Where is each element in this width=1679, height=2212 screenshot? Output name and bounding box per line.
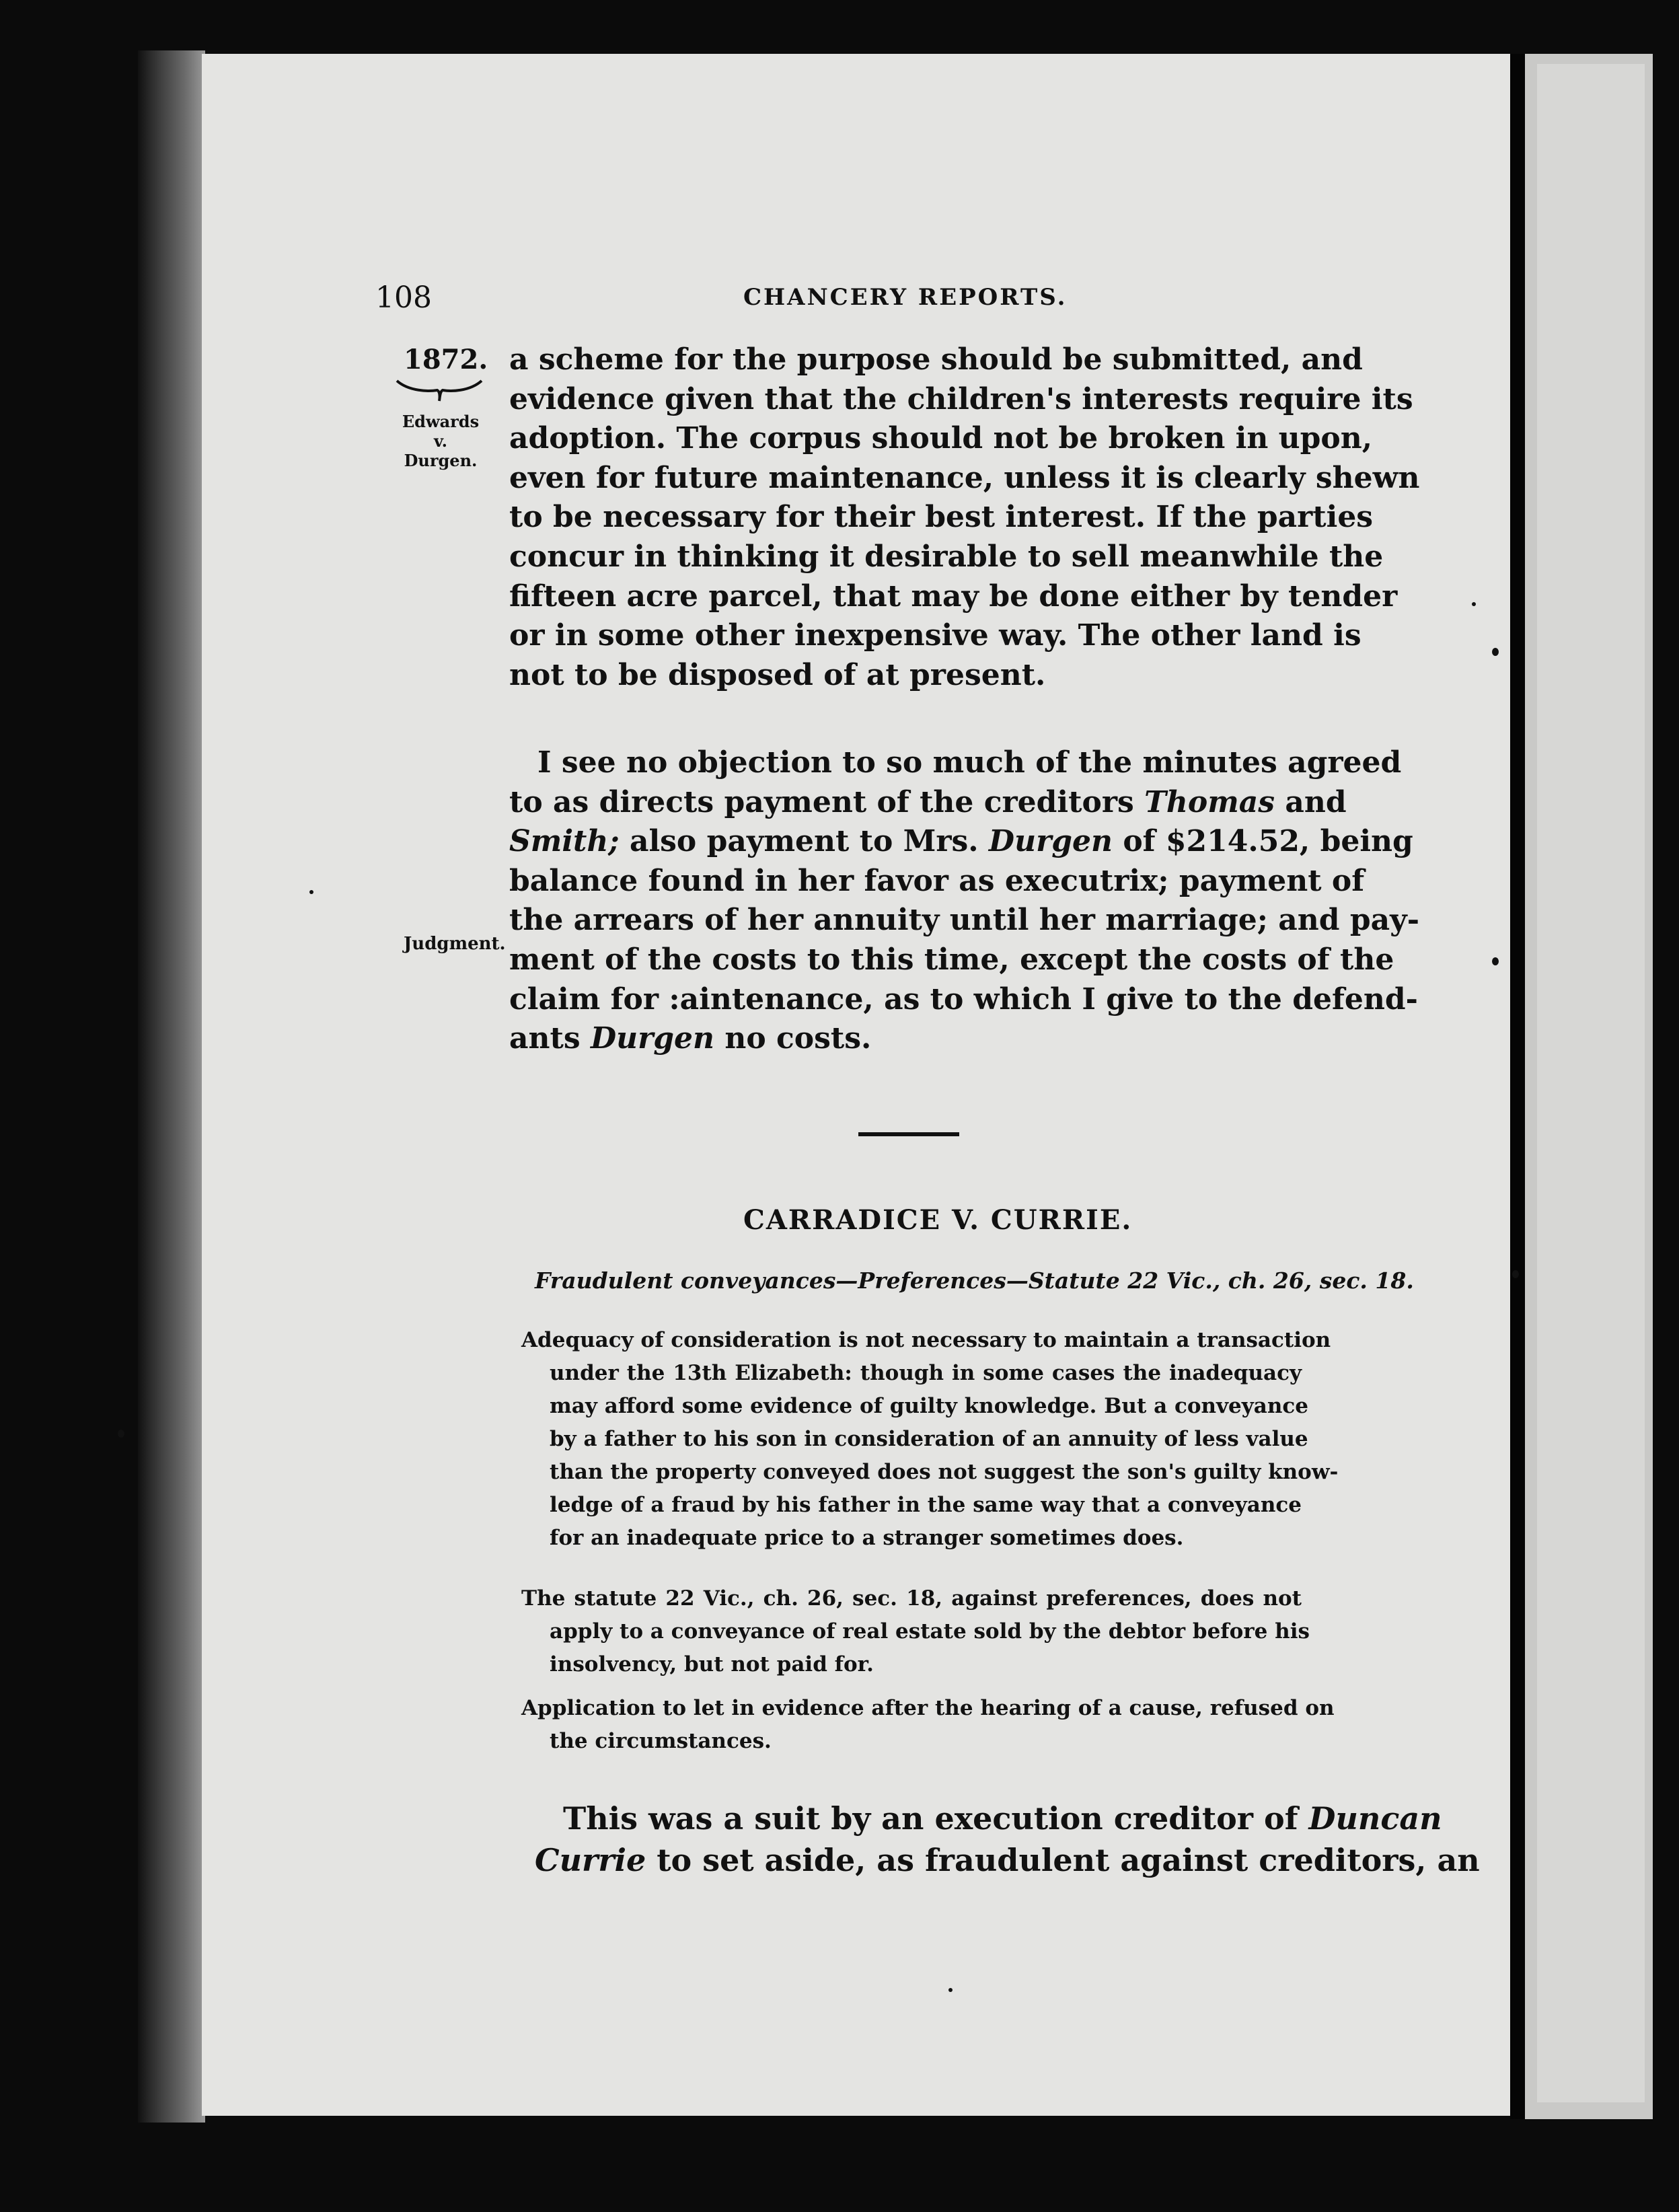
scan-speck [948, 1988, 953, 1992]
text-line: Adequacy of consideration is not necessary to maintain a transaction [521, 1328, 1331, 1352]
scan-speck [118, 1430, 124, 1438]
scan-speck [1492, 957, 1499, 965]
text-line [509, 783, 1347, 823]
text-line: adoption. The corpus should not be broken in upon, [509, 421, 1373, 456]
text-line: ledge of a fraud by his father in the same way that a conveyance [550, 1493, 1302, 1517]
case-title: CARRADICE V. CURRIE. [743, 1204, 1133, 1236]
text-run: of $214.52, being [1123, 824, 1413, 859]
party-name: Durgen [590, 1021, 715, 1056]
paragraph-continuation [509, 340, 1420, 695]
text-line: even for future maintenance, unless it is clearly shewn [509, 460, 1420, 495]
scan-speck [1472, 602, 1476, 606]
book-spine-edge [138, 50, 205, 2123]
text-line: evidence given that the children's interests require its [509, 381, 1413, 416]
text-line: Application to let in evidence after the hearing of a cause, refused on [521, 1696, 1335, 1720]
text-run: also payment to Mrs. [629, 824, 979, 859]
party-name: Durgen [988, 824, 1113, 859]
creditor-name: Thomas [1144, 784, 1275, 819]
text-line: I see no objection to so much of the minutes agreed [537, 745, 1402, 780]
creditor-name: Smith; [509, 824, 620, 859]
text-line: the arrears of her annuity until her marriage; and pay- [509, 903, 1419, 938]
text-line: fifteen acre parcel, that may be done either by tender [509, 579, 1398, 614]
headnote-paragraph [521, 1324, 1339, 1555]
text-line: than the property conveyed does not suggest the son's guilty know- [550, 1460, 1339, 1484]
text-line: for an inadequate price to a stranger sometimes does. [550, 1526, 1184, 1550]
curly-brace-icon [396, 377, 483, 404]
headnote-paragraph [521, 1692, 1335, 1758]
text-line: apply to a conveyance of real estate sold by the debtor before his [550, 1619, 1310, 1644]
party-name: Duncan [1308, 1800, 1442, 1837]
margin-judgment-label: Judgment. [404, 934, 506, 954]
page-gutter [1510, 54, 1525, 2119]
text-run: ants [509, 1021, 581, 1056]
text-line: under the 13th Elizabeth: though in some cases the inadequacy [550, 1361, 1302, 1385]
text-line: not to be disposed of at present. [509, 657, 1046, 692]
text-line [535, 1798, 1442, 1839]
text-run: to set aside, as fraudulent against creditors, an [657, 1842, 1480, 1878]
facing-page-surface [1537, 64, 1645, 2102]
text-line: concur in thinking it desirable to sell meanwhile the [509, 539, 1384, 574]
scan-speck [1492, 648, 1499, 656]
text-line: balance found in her favor as executrix; payment of [509, 863, 1365, 898]
text-line: claim for :aintenance, as to which I give to the defend- [509, 982, 1418, 1017]
judgment-paragraph [509, 743, 1419, 1059]
text-run: This was a suit by an execution creditor of [563, 1800, 1298, 1837]
text-run: no costs. [724, 1021, 872, 1056]
text-line: a scheme for the purpose should be submitted, and [509, 342, 1363, 377]
section-divider [858, 1132, 959, 1136]
text-line: The statute 22 Vic., ch. 26, sec. 18, against preferences, does not [521, 1586, 1302, 1611]
page-number: 108 [375, 281, 432, 315]
running-head: CHANCERY REPORTS. [743, 284, 1068, 311]
text-line: to be necessary for their best interest. If the parties [509, 500, 1374, 535]
text-line: by a father to his son in consideration of an annuity of less value [550, 1427, 1308, 1451]
text-line: may afford some evidence of guilty knowledge. But a conveyance [550, 1394, 1309, 1418]
text-line: or in some other inexpensive way. The other land is [509, 618, 1361, 653]
text-run: and [1285, 784, 1347, 819]
text-line: insolvency, but not paid for. [550, 1652, 874, 1676]
margin-case-name [394, 412, 488, 470]
headnote-title: Fraudulent conveyances—Preferences—Statute 22 Vic., ch. 26, sec. 18. [535, 1267, 1414, 1294]
text-line: ment of the costs to this time, except the costs of the [509, 942, 1394, 977]
scan-speck [309, 890, 313, 894]
text-line: the circumstances. [550, 1729, 772, 1753]
text-line [509, 822, 1413, 862]
text-run: to as directs payment of the creditors [509, 784, 1134, 819]
margin-year: 1872. [404, 344, 488, 375]
text-line [535, 1839, 1480, 1881]
party-name: Currie [535, 1842, 646, 1878]
case-opening-paragraph [535, 1798, 1480, 1881]
margin-case-line: Durgen. [404, 451, 478, 470]
margin-case-line: v. [434, 431, 447, 451]
margin-case-line: Edwards [402, 412, 480, 431]
headnote-paragraph [521, 1582, 1310, 1681]
scan-speck [1512, 1270, 1519, 1278]
text-line [509, 1019, 1290, 1059]
